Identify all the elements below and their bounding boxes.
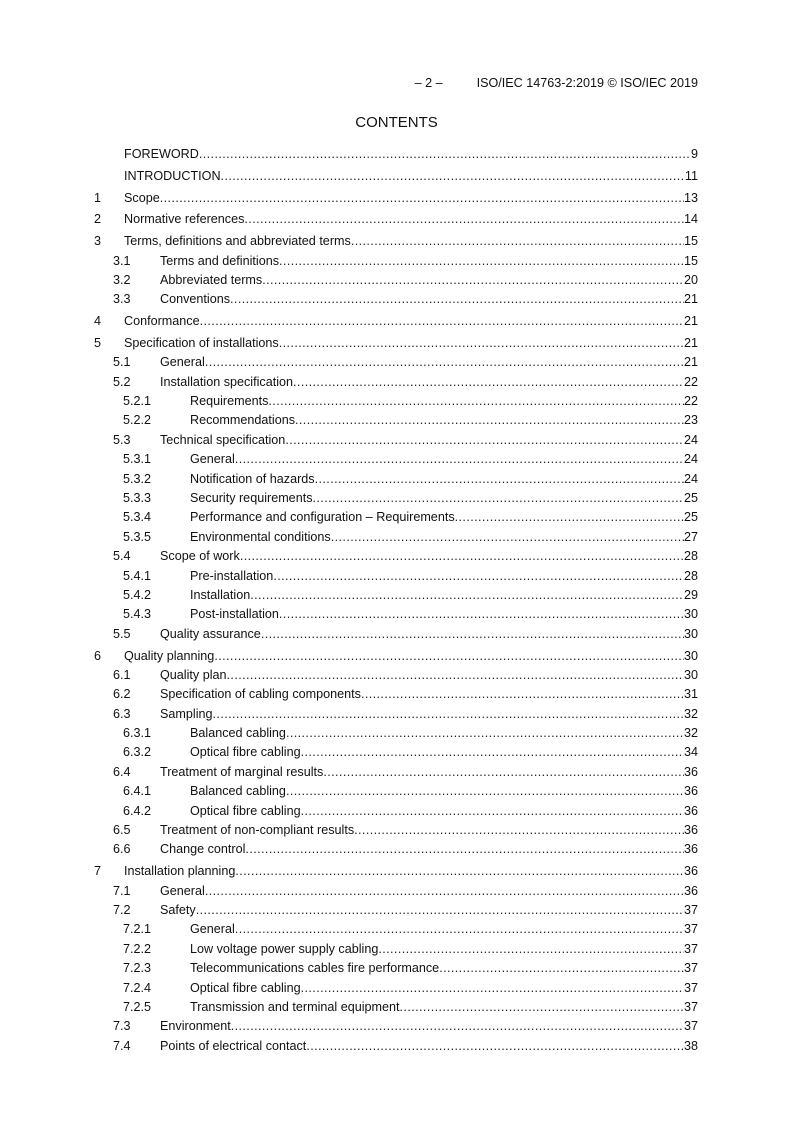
section-title: Notification of hazards [190, 471, 315, 486]
section-title: Balanced cabling [190, 726, 286, 741]
section-number: 7.2.5 [123, 999, 152, 1014]
section-number: 3.3 [113, 292, 131, 307]
section-number: 3.2 [113, 272, 131, 287]
toc-entry[interactable] [94, 334, 698, 353]
page-ref: 37 [683, 980, 698, 995]
page-ref: 25 [683, 510, 698, 525]
section-number: 5.3 [113, 432, 131, 447]
dot-leader [213, 705, 684, 724]
dot-leader [400, 998, 684, 1017]
section-number: 6.1 [113, 667, 131, 682]
section-number: 6.3 [113, 706, 131, 721]
section-number: 1 [94, 190, 102, 205]
toc-entry[interactable] [94, 312, 698, 331]
page-ref: 37 [683, 922, 698, 937]
section-title: Specification of cabling components [160, 687, 361, 702]
dot-leader [285, 431, 684, 450]
toc-entry[interactable] [94, 450, 698, 469]
section-title: Security requirements [190, 490, 313, 505]
section-title: Points of electrical contact [160, 1038, 307, 1053]
dot-leader [439, 959, 684, 978]
section-title: Balanced cabling [190, 784, 286, 799]
section-number: 2 [94, 212, 102, 227]
section-number: 6.5 [113, 823, 131, 838]
toc-entry[interactable] [94, 605, 698, 624]
page-ref: 28 [683, 549, 698, 564]
section-number: 6.2 [113, 687, 131, 702]
section-title: Pre-installation [190, 568, 274, 583]
toc-entry[interactable] [94, 1017, 698, 1036]
section-title: Quality plan [160, 667, 227, 682]
section-title: Environment [160, 1019, 231, 1034]
section-title: General [190, 922, 235, 937]
section-title: Treatment of marginal results [160, 764, 324, 779]
page-ref: 36 [683, 864, 698, 879]
page-ref: 30 [683, 667, 698, 682]
page-number: – 2 – [414, 76, 443, 90]
dot-leader [196, 901, 684, 920]
page-ref: 13 [683, 190, 698, 205]
section-number: 5.2 [113, 374, 131, 389]
dot-leader [361, 685, 684, 704]
page-ref: 28 [683, 568, 698, 583]
section-number: 5.3.3 [123, 490, 152, 505]
section-number: 3.1 [113, 253, 131, 268]
document-id: ISO/IEC 14763-2:2019 © ISO/IEC 2019 [476, 76, 698, 90]
section-number: 6.3.1 [123, 726, 152, 741]
page-ref: 14 [683, 212, 698, 227]
section-number: 5.3.4 [123, 510, 152, 525]
section-title: Terms and definitions [160, 253, 280, 268]
section-number: 6.3.2 [123, 745, 152, 760]
toc-entry[interactable] [94, 167, 698, 186]
section-title: Change control [160, 842, 246, 857]
section-number: 5.3.1 [123, 452, 152, 467]
dot-leader [199, 145, 691, 164]
section-number: 7.1 [113, 883, 131, 898]
section-number: 5.2.2 [123, 413, 152, 428]
toc-entry[interactable] [94, 782, 698, 801]
dot-leader [261, 625, 684, 644]
section-title: Recommendations [190, 413, 295, 428]
section-number: 7.3 [113, 1019, 131, 1034]
toc-entry[interactable] [94, 210, 698, 229]
section-title: Conventions [160, 292, 231, 307]
page-ref: 22 [683, 374, 698, 389]
page-ref: 27 [683, 529, 698, 544]
page-ref: 36 [683, 764, 698, 779]
toc-entry[interactable] [94, 411, 698, 430]
section-title: Quality assurance [160, 626, 261, 641]
page-ref: 21 [683, 314, 698, 329]
dot-leader [293, 373, 684, 392]
page-ref: 36 [683, 842, 698, 857]
page-ref: 20 [683, 272, 698, 287]
toc-entry[interactable] [94, 547, 698, 566]
section-number: 4 [94, 314, 102, 329]
page-ref: 36 [683, 823, 698, 838]
section-title: Telecommunications cables fire performance [190, 961, 440, 976]
toc-entry[interactable] [94, 743, 698, 762]
dot-leader [227, 666, 684, 685]
section-number: 7.2.4 [123, 980, 152, 995]
dot-leader [301, 802, 684, 821]
dot-leader [313, 489, 684, 508]
toc-entry[interactable] [94, 901, 698, 920]
page-ref: 21 [683, 292, 698, 307]
section-title: Installation specification [160, 374, 294, 389]
page-ref: 36 [683, 803, 698, 818]
section-title: Scope of work [160, 549, 240, 564]
dot-leader [262, 271, 684, 290]
section-number: 6.6 [113, 842, 131, 857]
section-title: Sampling [160, 706, 213, 721]
section-number: 7.4 [113, 1038, 131, 1053]
dot-leader [323, 763, 684, 782]
toc-entry[interactable] [94, 979, 698, 998]
toc-entry[interactable] [94, 489, 698, 508]
section-title: Environmental conditions [190, 529, 331, 544]
dot-leader [378, 940, 684, 959]
page-ref: 30 [683, 626, 698, 641]
dot-leader [245, 840, 684, 859]
page-ref: 15 [683, 253, 698, 268]
section-title: Installation planning [124, 864, 236, 879]
dot-leader [301, 979, 684, 998]
toc-entry[interactable] [94, 1037, 698, 1056]
section-number: 6.4.1 [123, 784, 152, 799]
toc-entry[interactable] [94, 586, 698, 605]
dot-leader [279, 605, 684, 624]
toc-entry[interactable] [94, 882, 698, 901]
page-ref: 25 [683, 490, 698, 505]
page-ref: 24 [683, 471, 698, 486]
section-title: Requirements [190, 394, 269, 409]
toc-entry[interactable] [94, 392, 698, 411]
dot-leader [231, 1017, 684, 1036]
toc-entry[interactable] [94, 567, 698, 586]
dot-leader [286, 782, 684, 801]
toc-entry[interactable] [94, 705, 698, 724]
page-ref: 30 [683, 607, 698, 622]
toc-entry[interactable] [94, 821, 698, 840]
dot-leader [205, 882, 684, 901]
toc-entry[interactable] [94, 373, 698, 392]
section-number: 3 [94, 234, 102, 249]
page-ref: 24 [683, 432, 698, 447]
section-title: Normative references [124, 212, 245, 227]
toc-entry[interactable] [94, 252, 698, 271]
toc-entry[interactable] [94, 998, 698, 1017]
page-ref: 37 [683, 1019, 698, 1034]
section-title: Treatment of non-compliant results [160, 823, 355, 838]
page-ref: 37 [683, 961, 698, 976]
page-ref: 15 [683, 234, 698, 249]
dot-leader [351, 232, 684, 251]
page-ref: 37 [683, 902, 698, 917]
toc-entry[interactable] [94, 862, 698, 881]
section-number: 6 [94, 648, 102, 663]
toc-entry[interactable] [94, 290, 698, 309]
section-title: Low voltage power supply cabling [190, 941, 379, 956]
section-number: 7.2.2 [123, 941, 152, 956]
section-number: 5.4 [113, 549, 131, 564]
page-ref: 36 [683, 784, 698, 799]
section-number: 7 [94, 864, 102, 879]
toc-entry[interactable] [94, 232, 698, 251]
section-title: Optical fibre cabling [190, 803, 301, 818]
section-title: Optical fibre cabling [190, 745, 301, 760]
page-ref: 23 [683, 413, 698, 428]
toc-entry[interactable] [94, 353, 698, 372]
dot-leader [455, 508, 684, 527]
page-ref: 38 [683, 1038, 698, 1053]
page-ref: 24 [683, 452, 698, 467]
section-title: Performance and configuration – Requirements [190, 510, 455, 525]
toc-entry[interactable] [94, 431, 698, 450]
page-header [415, 76, 698, 90]
dot-leader [200, 312, 684, 331]
dot-leader [235, 920, 684, 939]
page-ref: 30 [683, 648, 698, 663]
dot-leader [301, 743, 684, 762]
section-title: Scope [124, 190, 160, 205]
section-title: Terms, definitions and abbreviated terms [124, 234, 351, 249]
section-title: Optical fibre cabling [190, 980, 301, 995]
section-number: 7.2 [113, 902, 131, 917]
toc-entry[interactable] [94, 724, 698, 743]
section-number: 5.3.2 [123, 471, 152, 486]
section-title: General [160, 355, 205, 370]
toc-entry[interactable] [94, 189, 698, 208]
toc-entry[interactable] [94, 528, 698, 547]
section-title: Abbreviated terms [160, 272, 263, 287]
toc-entry[interactable] [94, 802, 698, 821]
dot-leader [279, 334, 684, 353]
dot-leader [214, 647, 684, 666]
page-ref: 29 [683, 587, 698, 602]
page-title: CONTENTS [355, 114, 438, 131]
section-number: 5.4.2 [123, 587, 152, 602]
section-title: General [160, 883, 205, 898]
dot-leader [306, 1037, 684, 1056]
dot-leader [286, 724, 684, 743]
section-title: Technical specification [160, 432, 286, 447]
section-number: 7.2.3 [123, 961, 152, 976]
page-ref: 9 [690, 147, 698, 161]
page-ref: 32 [683, 726, 698, 741]
page-ref: 34 [683, 745, 698, 760]
section-title: Specification of installations [124, 335, 279, 350]
section-title: Transmission and terminal equipment [190, 999, 400, 1014]
dot-leader [354, 821, 684, 840]
section-title: General [190, 452, 235, 467]
dot-leader [244, 210, 684, 229]
dot-leader [235, 450, 684, 469]
dot-leader [273, 567, 684, 586]
section-number: 5.4.1 [123, 568, 152, 583]
dot-leader [240, 547, 684, 566]
page-ref: 11 [684, 168, 698, 183]
toc-entry[interactable] [94, 940, 698, 959]
page-ref: 37 [683, 999, 698, 1014]
toc-entry[interactable] [94, 145, 698, 164]
page-ref: 32 [683, 706, 698, 721]
dot-leader [160, 189, 684, 208]
dot-leader [279, 252, 684, 271]
section-title: INTRODUCTION [124, 168, 221, 183]
section-number: 5.2.1 [123, 394, 152, 409]
dot-leader [230, 290, 684, 309]
dot-leader [331, 528, 684, 547]
section-number: 5.1 [113, 355, 131, 370]
page-ref: 22 [683, 394, 698, 409]
section-title: Post-installation [190, 607, 279, 622]
page-ref: 31 [683, 687, 698, 702]
section-title: FOREWORD [124, 147, 199, 161]
section-title: Installation [190, 587, 251, 602]
dot-leader [295, 411, 684, 430]
dot-leader [268, 392, 684, 411]
dot-leader [315, 470, 684, 489]
toc-entry[interactable] [94, 763, 698, 782]
toc-entry[interactable] [94, 685, 698, 704]
section-number: 7.2.1 [123, 922, 152, 937]
dot-leader [250, 586, 684, 605]
section-number: 5 [94, 335, 102, 350]
toc-entry[interactable] [94, 470, 698, 489]
page-ref: 36 [683, 883, 698, 898]
section-title: Safety [160, 902, 196, 917]
section-number: 6.4 [113, 764, 131, 779]
section-title: Quality planning [124, 648, 215, 663]
section-number: 6.4.2 [123, 803, 152, 818]
section-number: 5.4.3 [123, 607, 152, 622]
toc-entry[interactable] [94, 271, 698, 290]
toc-entry[interactable] [94, 647, 698, 666]
toc-entry[interactable] [94, 920, 698, 939]
toc-entry[interactable] [94, 625, 698, 644]
page-ref: 21 [683, 335, 698, 350]
dot-leader [205, 353, 684, 372]
page-ref: 21 [683, 355, 698, 370]
page-ref: 37 [683, 941, 698, 956]
toc-entry[interactable] [94, 840, 698, 859]
toc-entry[interactable] [94, 508, 698, 527]
toc-entry[interactable] [94, 959, 698, 978]
dot-leader [235, 862, 684, 881]
toc-entry[interactable] [94, 666, 698, 685]
section-number: 5.5 [113, 626, 131, 641]
dot-leader [221, 167, 685, 186]
table-of-contents [94, 145, 698, 1056]
section-title: Conformance [124, 314, 200, 329]
section-number: 5.3.5 [123, 529, 152, 544]
